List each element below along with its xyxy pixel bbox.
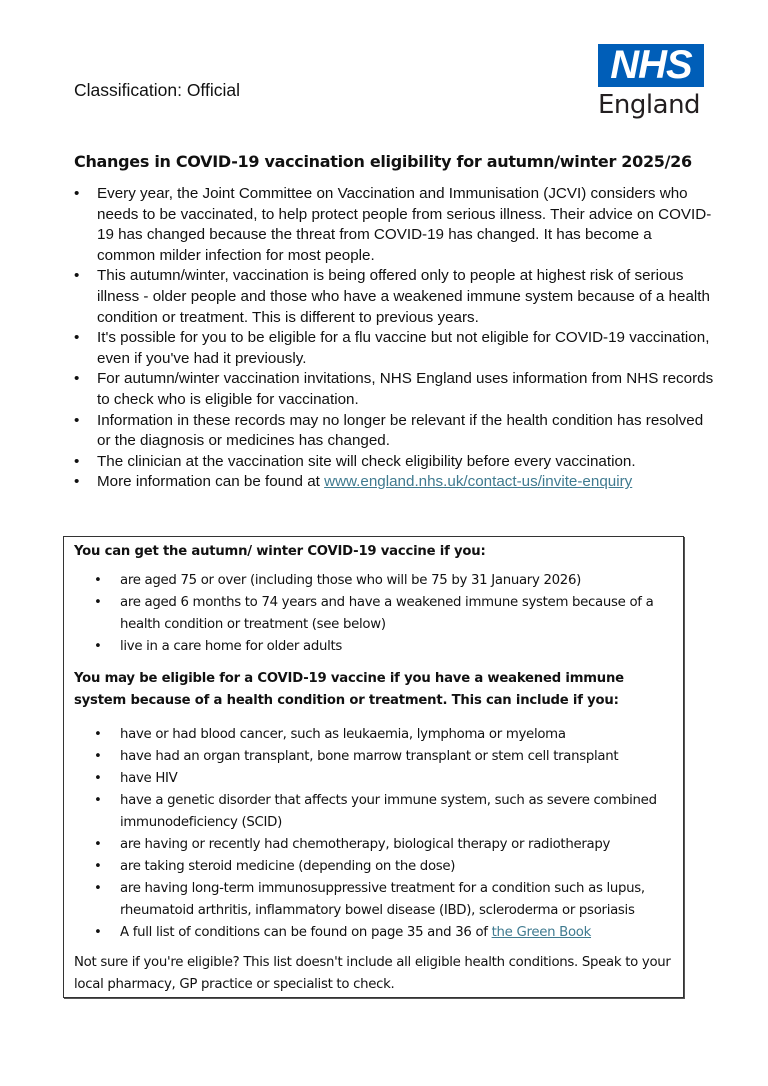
eligible-list [74, 570, 674, 658]
list-item-text: are having long-term immunosuppressive treatment for a condition such as lupus, rheumatoid arthritis, inflammatory bowel disease (IBD), scleroderma or psoriasis [120, 881, 645, 918]
list-item [74, 878, 674, 922]
list-item-text: This autumn/winter, vaccination is being offered only to people at highest risk of serious illness - older people and those who have a weakened immune system because of a health condition or treatment. This is different to previous years. [97, 267, 710, 326]
list-item [74, 184, 714, 266]
logo-region-text: England [598, 90, 701, 120]
bullet-icon: • [74, 411, 80, 429]
bullet-icon: • [74, 185, 80, 202]
list-item-text: have HIV [120, 771, 178, 786]
bullet-icon: • [94, 859, 102, 874]
list-item-text: are taking steroid medicine (depending on the dose) [120, 859, 456, 874]
list-item-text: have or had blood cancer, such as leukaemia, lymphoma or myeloma [120, 727, 566, 742]
list-item [74, 266, 714, 328]
bullet-icon: • [74, 370, 80, 388]
list-item-text: have a genetic disorder that affects your immune system, such as severe combined immunodeficiency (SCID) [120, 793, 657, 830]
may-be-eligible-list [74, 724, 674, 944]
bullet-icon: • [94, 925, 102, 940]
list-item [74, 834, 674, 856]
list-item [74, 724, 674, 746]
list-item-text: live in a care home for older adults [120, 639, 343, 654]
nhs-england-logo [598, 44, 706, 121]
eligibility-note: Not sure if you're eligible? This list doesn't include all eligible health conditions. Speak to your local pharmacy, GP practice or specialist to check. [74, 955, 671, 992]
list-item-text: are aged 75 or over (including those who will be 75 by 31 January 2026) [120, 573, 581, 588]
bullet-icon: • [94, 881, 102, 896]
green-book-link[interactable]: the Green Book [491, 925, 592, 940]
list-item [74, 452, 714, 473]
bullet-icon: • [94, 749, 102, 764]
list-item [74, 472, 714, 493]
nhs-logo-box [598, 44, 704, 87]
bullet-icon: • [74, 473, 80, 491]
list-item [74, 411, 714, 452]
may-be-eligible-heading: You may be eligible for a COVID-19 vaccine if you have a weakened immune system because of a health condition or treatment. This can include if you: [74, 671, 624, 708]
list-item [74, 592, 674, 636]
list-item-text: For autumn/winter vaccination invitations, NHS England uses information from NHS records to check who is eligible for vaccination. [97, 370, 714, 408]
list-item [74, 856, 674, 878]
list-item [74, 328, 714, 369]
nhs-logo-text: NHS [610, 43, 692, 87]
invite-enquiry-link[interactable]: www.england.nhs.uk/contact-us/invite-enquiry [324, 473, 633, 491]
list-item [74, 369, 714, 410]
bullet-icon: • [94, 771, 102, 786]
list-item-text: The clinician at the vaccination site will check eligibility before every vaccination. [97, 452, 636, 470]
list-item [74, 790, 674, 834]
list-item-text: have had an organ transplant, bone marrow transplant or stem cell transplant [120, 749, 619, 764]
list-item-text: Information in these records may no longer be relevant if the health condition has resolved or the diagnosis or medicines has changed. [97, 411, 704, 450]
eligible-heading: You can get the autumn/ winter COVID-19 vaccine if you: [74, 544, 486, 559]
bullet-icon: • [94, 573, 102, 588]
bullet-icon: • [94, 793, 102, 808]
more-info-text: More information can be found at [97, 473, 325, 491]
list-item-text: It's possible for you to be eligible for a flu vaccine but not eligible for COVID-19 vaccination, even if you've had it previously. [97, 329, 710, 367]
page-heading: Changes in COVID-19 vaccination eligibility for autumn/winter 2025/26 [74, 152, 692, 171]
bullet-icon: • [94, 639, 102, 654]
bullet-icon: • [94, 727, 102, 742]
bullet-icon: • [94, 595, 102, 610]
eligibility-box [63, 536, 684, 998]
bullet-icon: • [74, 452, 80, 470]
green-book-text: A full list of conditions can be found on page 35 and 36 of [120, 925, 492, 940]
bullet-icon: • [94, 837, 102, 852]
bullet-icon: • [74, 329, 80, 347]
classification-label: Classification: Official [74, 80, 240, 100]
intro-list [74, 184, 714, 493]
list-item [74, 636, 674, 658]
list-item [74, 768, 674, 790]
list-item-text: Every year, the Joint Committee on Vaccination and Immunisation (JCVI) considers who needs to be vaccinated, to help protect people from serious illness. Their advice on COVID-19 has changed because the threat from COVID-19 has changed. It has become a common milder infection for most people. [97, 185, 712, 264]
list-item-text: are having or recently had chemotherapy, biological therapy or radiotherapy [120, 837, 611, 852]
list-item [74, 746, 674, 768]
list-item [74, 922, 674, 944]
list-item [74, 570, 674, 592]
list-item-text: are aged 6 months to 74 years and have a weakened immune system because of a health condition or treatment (see below) [120, 595, 654, 632]
bullet-icon: • [74, 267, 80, 285]
